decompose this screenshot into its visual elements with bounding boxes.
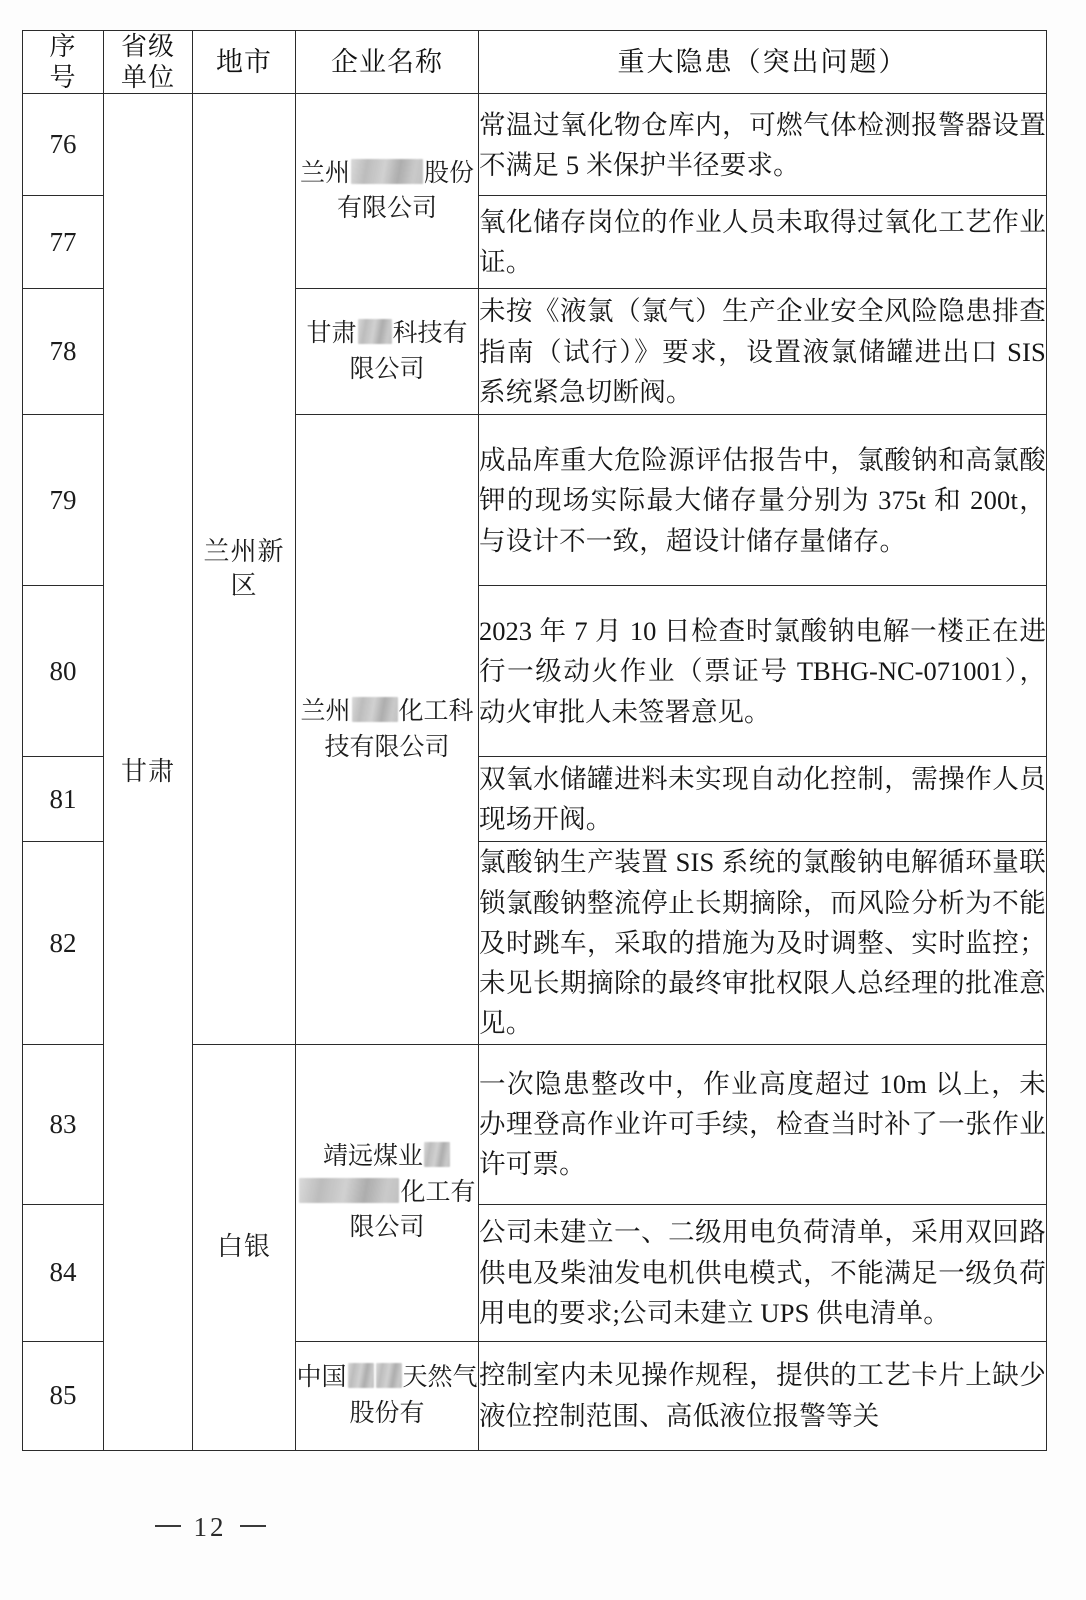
- cell-province: 甘肃: [104, 94, 193, 1450]
- table-header: [23, 31, 1047, 94]
- cell-company: [296, 1341, 479, 1450]
- cell-seq: 82: [23, 842, 104, 1044]
- cell-seq: 80: [23, 586, 104, 757]
- company-suffix: 化工科技有限公司: [324, 698, 474, 761]
- cell-hazard: 2023 年 7 月 10 日检查时氯酸钠电解一楼正在进行一级动火作业（票证号 TBHG-NC-071001），动火审批人未签署意见。: [479, 586, 1047, 757]
- redacted-text: [299, 1178, 399, 1203]
- table-row: [23, 94, 1047, 196]
- company-prefix: 兰州: [300, 698, 351, 726]
- company-suffix: 股份有限公司: [336, 159, 475, 223]
- redacted-text: [348, 1363, 374, 1388]
- redacted-text: [351, 159, 423, 184]
- column-header-company: 企业名称: [296, 31, 479, 94]
- cell-hazard: 一次隐患整改中，作业高度超过 10m 以上，未办理登高作业许可手续，检查当时补了一张作业许可票。: [479, 1044, 1047, 1204]
- cell-city: 兰州新区: [193, 94, 296, 1044]
- redacted-text: [424, 1142, 450, 1167]
- cell-seq: 79: [23, 415, 104, 586]
- cell-hazard: 控制室内未见操作规程，提供的工艺卡片上缺少液位控制范围、高低液位报警等关: [479, 1341, 1047, 1450]
- cell-seq: 85: [23, 1341, 104, 1450]
- cell-seq: 81: [23, 757, 104, 842]
- company-prefix: 甘肃: [306, 320, 357, 348]
- cell-company: [296, 1044, 479, 1341]
- cell-company: [296, 289, 479, 415]
- footer-dash-left: [155, 1525, 181, 1527]
- cell-hazard: 公司未建立一、二级用电负荷清单，采用双回路供电及柴油发电机供电模式，不能满足一级负荷用电的要求;公司未建立 UPS 供电清单。: [479, 1204, 1047, 1341]
- redacted-text: [352, 697, 398, 722]
- company-prefix: 兰州: [299, 159, 350, 187]
- cell-seq: 76: [23, 94, 104, 196]
- column-header-hazard: 重大隐患（突出问题）: [479, 31, 1047, 94]
- company-suffix: 化工有限公司: [349, 1178, 476, 1242]
- column-header-province-line1: 省级: [120, 31, 175, 61]
- cell-seq: 83: [23, 1044, 104, 1204]
- page-number: 12: [193, 1512, 227, 1542]
- cell-hazard: 常温过氧化物仓库内，可燃气体检测报警器设置不满足 5 米保护半径要求。: [479, 94, 1047, 196]
- column-header-seq-line1: 序: [49, 31, 77, 61]
- cell-company: [296, 94, 479, 289]
- redacted-text: [376, 1363, 402, 1388]
- cell-hazard: 氧化储存岗位的作业人员未取得过氧化工艺作业证。: [479, 196, 1047, 289]
- major-hazard-table: [22, 30, 1047, 1451]
- table-body: [23, 94, 1047, 1450]
- cell-hazard: 未按《液氯（氯气）生产企业安全风险隐患排查指南（试行）》要求，设置液氯储罐进出口 SIS 系统紧急切断阀。: [479, 289, 1047, 415]
- company-suffix: 天然气股份有: [349, 1364, 478, 1427]
- column-header-seq: [23, 31, 104, 94]
- cell-company: [296, 415, 479, 1044]
- cell-seq: 78: [23, 289, 104, 415]
- company-suffix: 科技有限公司: [349, 320, 468, 383]
- redacted-text: [358, 319, 392, 344]
- column-header-province: [104, 31, 193, 94]
- cell-city: 白银: [193, 1044, 296, 1450]
- company-prefix: 靖远煤业: [322, 1143, 423, 1171]
- cell-seq: 77: [23, 196, 104, 289]
- table-header-row: [23, 31, 1047, 94]
- hazard-table-wrapper: [22, 30, 1046, 1451]
- column-header-seq-line2: 号: [49, 62, 77, 93]
- column-header-city: 地市: [193, 31, 296, 94]
- cell-hazard: 氯酸钠生产装置 SIS 系统的氯酸钠电解循环量联锁氯酸钠整流停止长期摘除，而风险分析为不能及时跳车，采取的措施为及时调整、实时监控；未见长期摘除的最终审批权限人总经理的批准意见。: [479, 842, 1047, 1044]
- column-header-province-line2: 单位: [120, 62, 175, 93]
- page-number-footer: [0, 1512, 420, 1543]
- cell-hazard: 双氧水储罐进料未实现自动化控制，需操作人员现场开阀。: [479, 757, 1047, 842]
- cell-seq: 84: [23, 1204, 104, 1341]
- cell-hazard: 成品库重大危险源评估报告中，氯酸钠和高氯酸钾的现场实际最大储存量分别为 375t 和 200t，与设计不一致，超设计储存量储存。: [479, 415, 1047, 586]
- footer-dash-right: [240, 1525, 266, 1527]
- company-prefix: 中国: [296, 1364, 347, 1392]
